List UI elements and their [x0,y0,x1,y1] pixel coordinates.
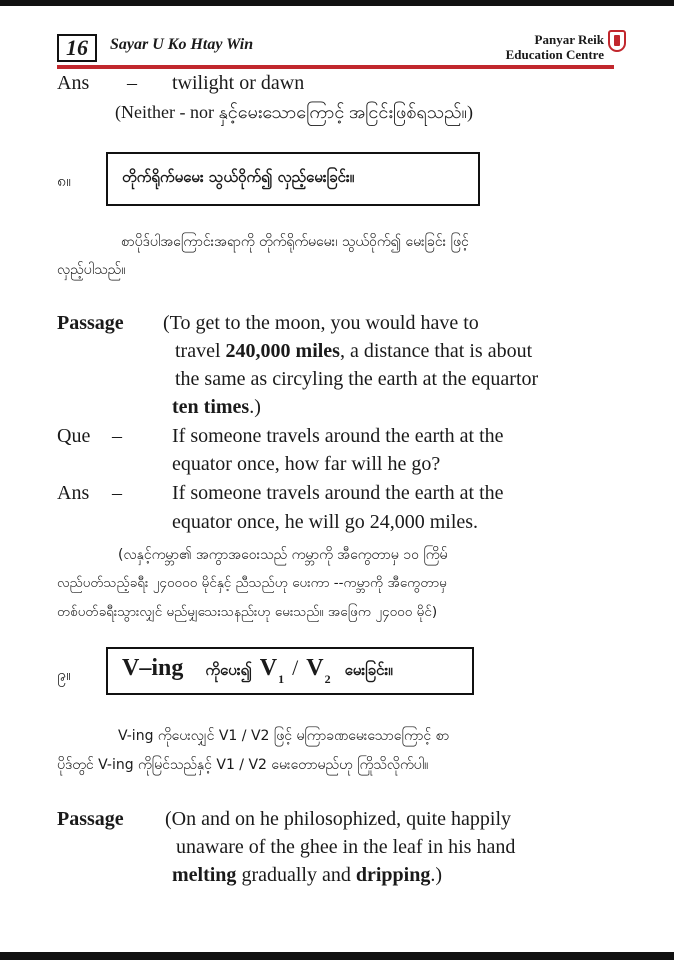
section2-title-slash: / [292,655,299,680]
section1-que-line2: equator once, how far will he go? [172,453,441,475]
section2-passage-label: Passage [57,808,124,830]
section2-title-mid: ကိုပေး၍ [205,661,252,679]
section1-passage-line3: the same as circyling the earth at the equartor [175,368,539,390]
brand-line1: Panyar Reik [534,32,604,47]
section1-passage-label: Passage [57,312,124,334]
section1-passage-line4 [172,396,261,419]
top-border [0,0,674,6]
section2-title [122,655,393,687]
header-divider [57,65,614,69]
section2-instruction-line1: V-ing ကိုပေးလျှင် V1 / V2 ဖြင့် မကြာခဏမေးသောကြောင့် စာ [118,728,450,744]
section2-title-ving: V–ing [122,655,184,681]
v1-subscript: 1 [278,672,285,686]
v2-subscript: 2 [324,672,331,686]
section1-passage-line1: (To get to the moon, you would have to [163,312,479,334]
intro-ans-label: Ans [57,72,90,94]
v1-letter: V [259,655,278,681]
page-number: 16 [57,34,97,62]
passage-line2-end: , a distance that is about [339,340,533,362]
intro-note: (Neither - nor နှင့်မေးသောကြောင့် အငြင်းဖြစ်ရသည်။) [115,102,473,122]
brand-name [506,32,604,62]
bottom-border [0,952,674,960]
section1-note-line2: လည်ပတ်သည့်ခရီး ၂၄၀၀၀၀ မိုင်နှင့် ညီသည်ဟု ပေးကာ --ကမ္ဘာကို အီကွေတာမှ [57,575,447,591]
section1-ans-line2: equator once, he will go 24,000 miles. [172,511,479,533]
section1-ans-label: Ans [57,482,90,504]
brand-line2: Education Centre [505,47,604,62]
section2-passage-line2: unaware of the ghee in the leaf in his hand [176,836,516,858]
section1-title-box [106,152,480,206]
section1-title: တိုက်ရိုက်မမေး သွယ်ဝိုက်၍ လှည့်မေးခြင်း။ [122,168,355,186]
section1-passage-line2 [175,340,532,363]
section1-note-line3: တစ်ပတ်ခရီးသွားလျှင် မည်မျှသေးသနည်းဟု မေးသည်။ အဖြေက ၂၄၀၀၀ မိုင်) [57,604,438,620]
section2-passage-line3 [172,864,442,887]
intro-ans-text: twilight or dawn [172,72,305,94]
crest-icon [608,30,626,52]
passage-line4-end: .) [249,396,261,418]
v2-letter: V [306,655,324,681]
passage-line2-bold: 240,000 miles [225,340,340,362]
section1-que-label: Que [57,425,91,447]
section1-ans-dash: – [112,482,122,504]
passage-word-dripping: dripping [355,864,431,886]
section2-number: ၉။ [57,665,71,684]
author-name: Sayar U Ko Htay Win [110,36,254,53]
passage-line2-text: travel [175,340,226,362]
section1-que-line1: If someone travels around the earth at the [172,425,504,447]
section2-title-box [106,647,474,695]
section1-instruction-line1: စာပိုဒ်ပါအကြောင်းအရာကို တိုက်ရိုက်မမေး၊ သွယ်ဝိုက်၍ မေးခြင်း ဖြင့် [121,234,469,250]
section2-title-v2 [306,655,330,687]
passage-line4-bold: ten times [172,396,250,418]
section2-passage-line1: (On and on he philosophized, quite happily [165,808,512,830]
section1-ans-line1: If someone travels around the earth at the [172,482,504,504]
section2-title-v1 [260,655,284,687]
section2-instruction-line2: ပိုဒ်တွင် V-ing ကိုမြင်သည်နှင့် V1 / V2 မေးတောမည်ဟု ကြိုသိလိုက်ပါ။ [57,757,429,773]
passage-word-melting: melting [172,864,237,886]
section1-number: ၈။ [57,171,71,190]
section1-instruction-line2: လှည့်ပါသည်။ [57,262,126,278]
passage-line3-end: .) [430,864,442,886]
section2-title-end: မေးခြင်း။ [344,661,393,679]
section1-que-dash: – [112,425,122,447]
section1-note-line1: (လနှင့်ကမ္ဘာ၏ အကွာအဝေးသည် ကမ္ဘာကို အီကွေတာမှ ၁၀ ကြိမ် [118,547,448,563]
passage-line3-mid: gradually and [236,864,356,886]
intro-dash: – [127,72,137,94]
